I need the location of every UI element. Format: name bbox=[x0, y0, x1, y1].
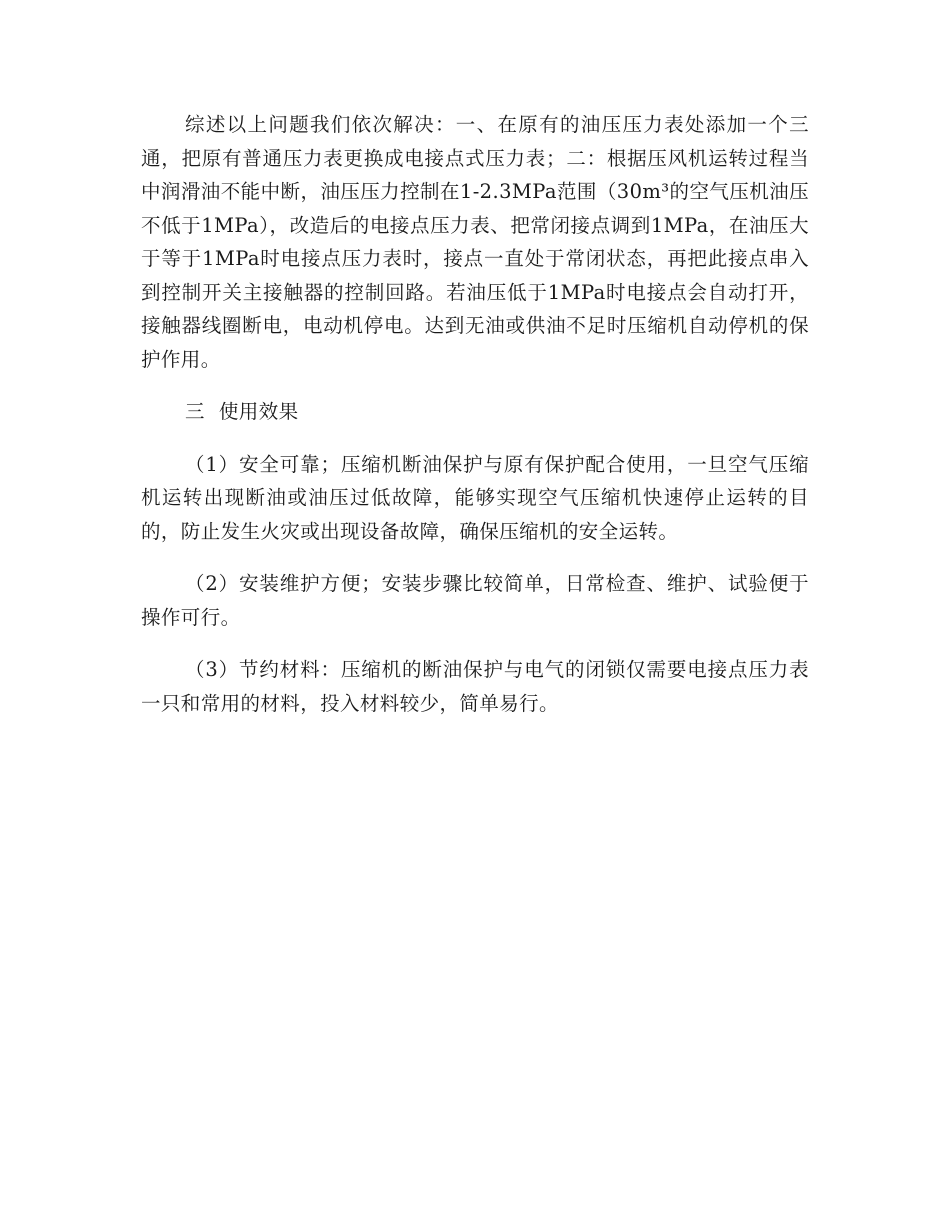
intro-paragraph: 综述以上问题我们依次解决：一、在原有的油压压力表处添加一个三通，把原有普通压力表更换成电接点式压力表；二：根据压风机运转过程当中润滑油不能中断，油压压力控制在1-2.3MPa范围（30m³的空气压机油压不低于1MPa），改造后的电接点压力表、把常闭接点调到1MPa，在油压大于等于1MPa时电接点压力表时，接点一直处于常闭状态，再把此接点串入到控制开关主接触器的控制回路。若油压低于1MPa时电接点会自动打开，接触器线圈断电，电动机停电。达到无油或供油不足时压缩机自动停机的保护作用。 bbox=[141, 113, 809, 371]
section-title: 使用效果 bbox=[218, 400, 299, 423]
effect-paragraph-safety: （1）安全可靠；压缩机断油保护与原有保护配合使用，一旦空气压缩机运转出现断油或油压过低故障，能够实现空气压缩机快速停止运转的目的，防止发生火灾或出现设备故障，确保压缩机的安全运转。 bbox=[141, 452, 809, 543]
effect-paragraph-maintenance: （2）安装维护方便；安装步骤比较简单，日常检查、维护、试验便于操作可行。 bbox=[141, 572, 809, 629]
section-heading bbox=[141, 395, 809, 429]
effect-paragraph-materials: （3）节约材料：压缩机的断油保护与电气的闭锁仅需要电接点压力表一只和常用的材料，投入材料较少，简单易行。 bbox=[141, 658, 809, 715]
section-number: 三 bbox=[185, 400, 205, 423]
document-body bbox=[141, 108, 809, 739]
